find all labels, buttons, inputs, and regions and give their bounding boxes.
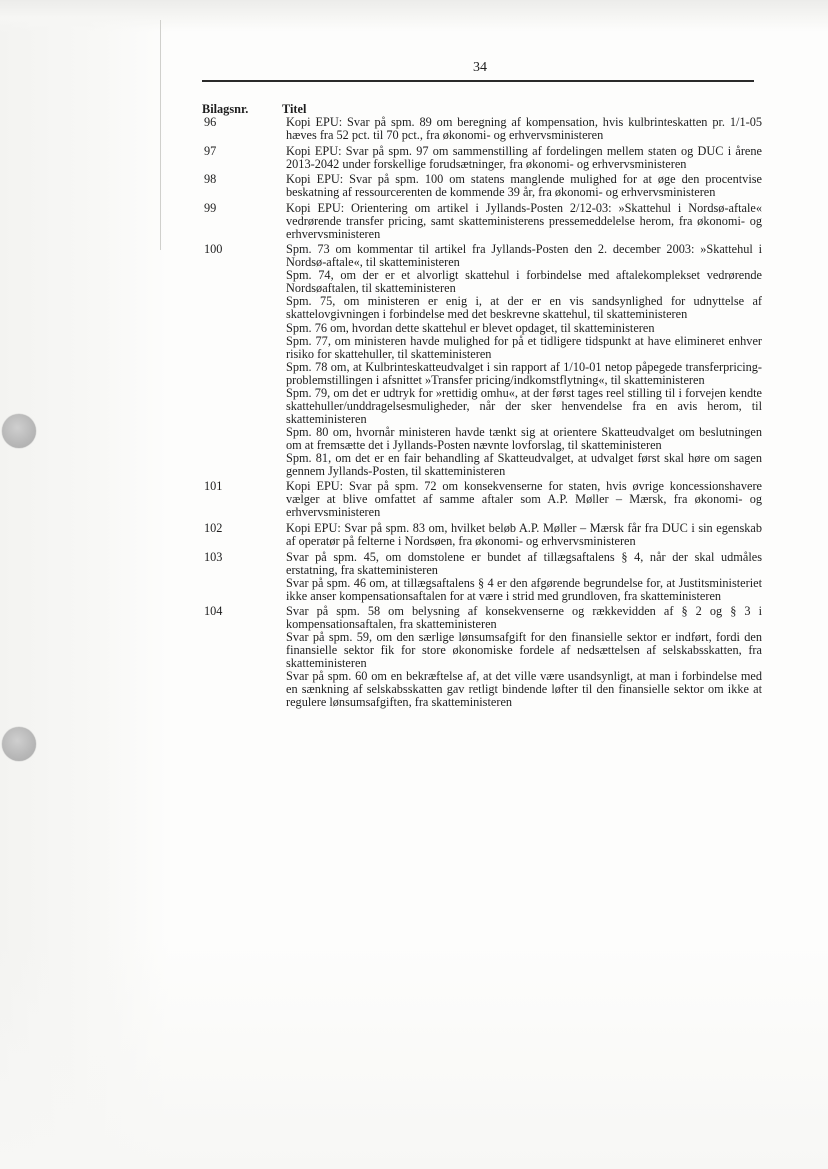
scan-shadow-top <box>0 0 828 32</box>
entry-title <box>286 116 762 142</box>
entry-number: 104 <box>204 604 223 619</box>
entry-title <box>286 605 762 709</box>
entry-number: 101 <box>204 479 223 494</box>
entry-title-line: Spm. 73 om kommentar til artikel fra Jyllands-Posten den 2. december 2003: »Skattehul i Nordsø-aftale«, til skatteministeren <box>286 242 762 270</box>
entry-title-line: Spm. 80 om, hvornår ministeren havde tænkt sig at orientere Skatteudvalget om beslutningen om at fremsætte det i Jyllands-Posten nævnte lovforslag, til skatteministeren <box>286 424 762 452</box>
entry-title-line: Svar på spm. 58 om belysning af konsekvenserne og rækkevidden af § 2 og § 3 i kompensationsaftalen, fra skatteministeren <box>286 604 762 632</box>
entry-title-line: Spm. 77, om ministeren havde mulighed for på et tidligere tidspunkt at have elimineret enhver risiko for skattehuller, til skatteministeren <box>286 333 762 361</box>
entry-title-line: Spm. 74, om der er et alvorligt skattehul i forbindelse med aftalekomplekset vedrørende Nordsøaftalen, til skatteministeren <box>286 268 762 296</box>
entry-number: 103 <box>204 549 223 564</box>
entry-title-line: Spm. 79, om det er udtryk for »rettidig omhu«, at der først tages reel stilling til i forvejen kendte skattehuller/unddragelsesmuligheder, når der sker henvendelse fra en avis herom, til skatteministeren <box>286 385 762 426</box>
entry-number: 96 <box>204 115 217 130</box>
entry-number: 99 <box>204 200 217 215</box>
entry-title <box>286 145 762 171</box>
entry-title-line: Kopi EPU: Svar på spm. 83 om, hvilket beløb A.P. Møller – Mærsk får fra DUC i sin egenskab af operatør på felterne i Nordsøen, fra økonomi- og erhvervsministeren <box>286 520 762 548</box>
entry-title-line: Kopi EPU: Svar på spm. 89 om beregning af kompensation, hvis kulbrinteskatten pr. 1/1-05 hæves fra 52 pct. til 70 pct., fra økonomi- og erhvervsministeren <box>286 115 762 143</box>
table-row <box>202 202 762 241</box>
table-row <box>202 605 762 709</box>
table-row <box>202 243 762 478</box>
entry-title <box>286 480 762 519</box>
entry-title <box>286 173 762 199</box>
punch-hole-icon <box>2 727 36 761</box>
entry-title-line: Spm. 81, om det er en fair behandling af Skatteudvalget, at udvalget først skal høre om sagen gennem Jyllands-Posten, til skatteministeren <box>286 450 762 478</box>
entry-title <box>286 243 762 478</box>
table-row <box>202 173 762 199</box>
table-body <box>202 116 762 709</box>
entry-title <box>286 551 762 603</box>
entry-title-line: Svar på spm. 45, om domstolene er bundet af tillægsaftalens § 4, når der skal udmåles erstatning, fra skatteministeren <box>286 549 762 577</box>
entry-number: 97 <box>204 143 217 158</box>
entry-title-line: Kopi EPU: Svar på spm. 97 om sammenstilling af fordelingen mellem staten og DUC i årene 2013-2042 under forskellige forudsætninger, fra økonomi- og erhvervsministeren <box>286 143 762 171</box>
column-header-title: Titel <box>282 102 307 116</box>
entry-title-line: Spm. 78 om, at Kulbrinteskatteudvalget i sin rapport af 1/10-01 netop påpegede transferpricing-problemstillingen i afsnittet »Transfer pricing/indkomstflytning«, til skatteministeren <box>286 359 762 387</box>
header-rule <box>202 80 754 82</box>
entry-title-line: Spm. 76 om, hvordan dette skattehul er blevet opdaget, til skatteministeren <box>286 320 655 335</box>
table-row <box>202 145 762 171</box>
entry-number: 100 <box>204 242 223 257</box>
entry-title-line: Spm. 75, om ministeren er enig i, at der er en vis sandsynlighed for udnyttelse af skattelovgivningen i forbindelse med det beskrevne skattehul, til skatteministeren <box>286 294 762 322</box>
appendix-table <box>202 103 762 712</box>
entry-title-line: Svar på spm. 60 om en bekræftelse af, at det ville være usandsynligt, at man i forbindelse med en sænkning af selskabsskatten gav retligt bindende løfter til den finansielle sektor om ikke at regulere lønsumsafgiften, fra skatteministeren <box>286 669 762 710</box>
entry-title-line: Svar på spm. 59, om den særlige lønsumsafgift for den finansielle sektor er indført, fordi den finansielle sektor fik for store økonomiske fordele af nedsættelsen af selskabsskatten, fra skatteministeren <box>286 630 762 671</box>
page-number: 34 <box>473 60 487 75</box>
entry-title <box>286 522 762 548</box>
entry-number: 98 <box>204 172 217 187</box>
entry-number: 102 <box>204 520 223 535</box>
entry-title-line: Svar på spm. 46 om, at tillægsaftalens § 4 er den afgørende begrundelse for, at Justitsministeriet ikke anser kompensationsaftalen for at være i strid med grundloven, fra skatteministeren <box>286 575 762 603</box>
entry-title-line: Kopi EPU: Svar på spm. 100 om statens manglende mulighed for at øge den procentvise beskatning af ressourcerenten de kommende 39 år, fra økonomi- og erhvervsministeren <box>286 172 762 200</box>
column-header-number: Bilagsnr. <box>202 102 249 116</box>
entry-title-line: Kopi EPU: Orientering om artikel i Jyllands-Posten 2/12-03: »Skattehul i Nordsø-aftale« vedrørende transfer pricing, samt skatteministerens pressemeddelelse herom, fra økonomi- og erhvervsministeren <box>286 200 762 241</box>
scan-shadow-bottom <box>0 940 828 1169</box>
table-row <box>202 480 762 519</box>
table-row <box>202 522 762 548</box>
table-row <box>202 116 762 142</box>
entry-title-line: Kopi EPU: Svar på spm. 72 om konsekvenserne for staten, hvis øvrige koncessionshavere vælger at blive omfattet af samme aftaler som A.P. Møller – Mærsk, fra økonomi- og erhvervsministeren <box>286 479 762 520</box>
punch-hole-icon <box>2 414 36 448</box>
entry-title <box>286 202 762 241</box>
table-row <box>202 551 762 603</box>
page-fold-edge <box>160 20 161 250</box>
